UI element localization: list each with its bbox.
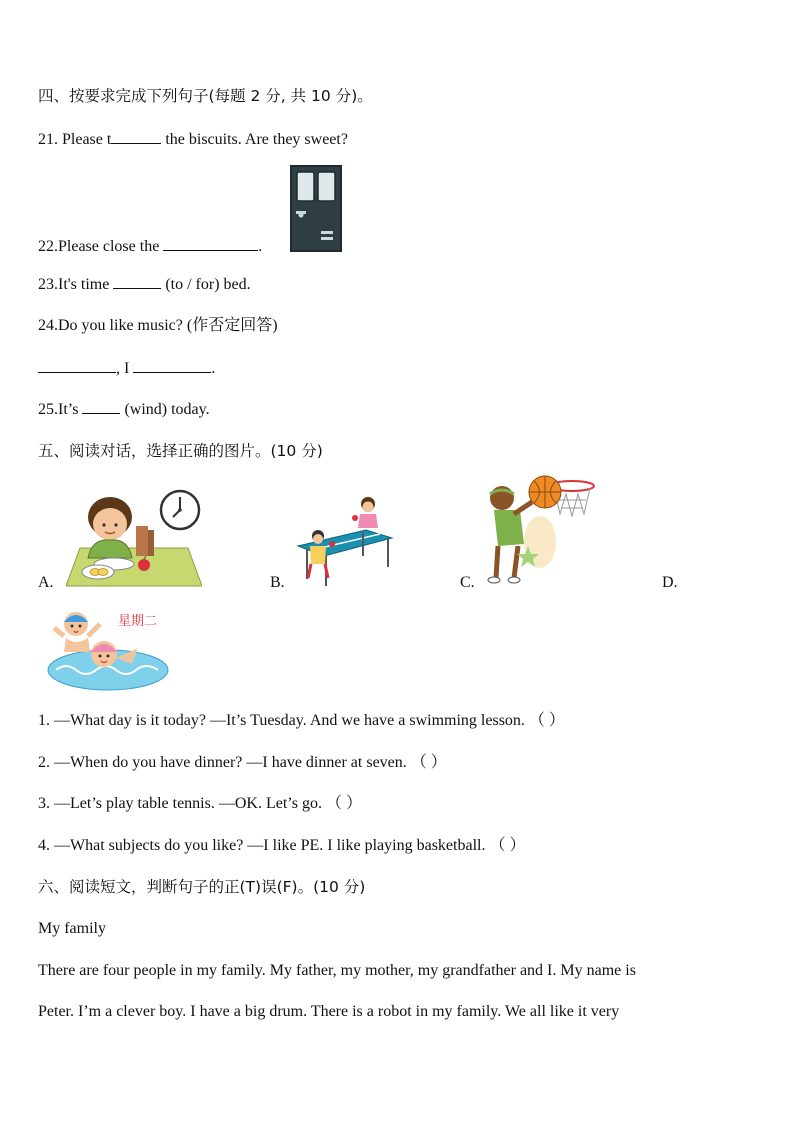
q23-text-end: (to / for) bed. <box>161 276 251 293</box>
section-6-heading: 六、阅读短文，判断句子的正(T)误(F)。(10 分) <box>38 878 366 896</box>
q21-text-start: 21. Please t <box>38 131 112 148</box>
option-a-label: A. <box>38 574 54 591</box>
question-25 <box>38 399 210 420</box>
q25-text-end: (wind) today. <box>120 401 210 418</box>
dialogue-4-text: 4. —What subjects do you like? —I like PE. I like playing basketball. <box>38 837 486 854</box>
dialogue-2 <box>38 753 447 773</box>
dialogue-4 <box>38 836 525 856</box>
option-b-label: B. <box>270 574 285 591</box>
q24-blank-1[interactable] <box>38 358 116 373</box>
dialogue-3-text: 3. —Let’s play table tennis. —OK. Let’s go. <box>38 795 322 812</box>
dialogue-2-text: 2. —When do you have dinner? —I have dinner at seven. <box>38 754 407 771</box>
q22-text-start: 22.Please close the <box>38 238 164 255</box>
section-5-heading: 五、阅读对话，选择正确的图片。(10 分) <box>38 442 323 460</box>
q25-blank[interactable] <box>82 399 120 414</box>
dialogue-4-answer-paren[interactable]: （ ） <box>489 837 526 854</box>
q22-blank[interactable] <box>163 236 258 251</box>
dialogue-3 <box>38 794 362 814</box>
tuesday-label: 星期二 <box>118 614 158 629</box>
swimming-picture <box>46 606 170 692</box>
dinner-picture <box>66 488 202 588</box>
door-picture <box>290 165 342 252</box>
basketball-picture <box>484 474 598 588</box>
dialogue-1 <box>38 711 565 731</box>
q24-blank-2[interactable] <box>133 358 211 373</box>
table-tennis-picture <box>292 494 396 588</box>
passage-line-1: There are four people in my family. My father, my mother, my grandfather and I. My name is <box>38 962 636 979</box>
question-22 <box>38 236 262 257</box>
q22-text-end: . <box>258 238 263 255</box>
dialogue-1-answer-paren[interactable]: （ ） <box>528 712 565 729</box>
question-21 <box>38 129 348 150</box>
q21-text-end: the biscuits. Are they sweet? <box>161 131 348 148</box>
passage-title: My family <box>38 920 106 937</box>
option-d-label: D. <box>662 574 678 591</box>
dialogue-1-text: 1. —What day is it today? —It’s Tuesday. And we have a swimming lesson. <box>38 712 525 729</box>
question-24: 24.Do you like music? (作否定回答) <box>38 317 278 334</box>
question-24-answer <box>38 358 215 379</box>
passage-line-2: Peter. I’m a clever boy. I have a big drum. There is a robot in my family. We all like it very <box>38 1003 620 1020</box>
q24-text-end: . <box>211 360 216 377</box>
question-23 <box>38 274 251 295</box>
q24-text-mid: , I <box>116 360 134 377</box>
option-c-label: C. <box>460 574 475 591</box>
dialogue-2-answer-paren[interactable]: （ ） <box>410 754 447 771</box>
q25-text-start: 25.It’s <box>38 401 83 418</box>
q23-blank[interactable] <box>113 274 161 289</box>
section-4-heading: 四、按要求完成下列句子(每题 2 分, 共 10 分)。 <box>38 87 373 105</box>
q21-blank[interactable] <box>111 129 161 144</box>
q23-text-start: 23.It's time <box>38 276 114 293</box>
dialogue-3-answer-paren[interactable]: （ ） <box>325 795 362 812</box>
